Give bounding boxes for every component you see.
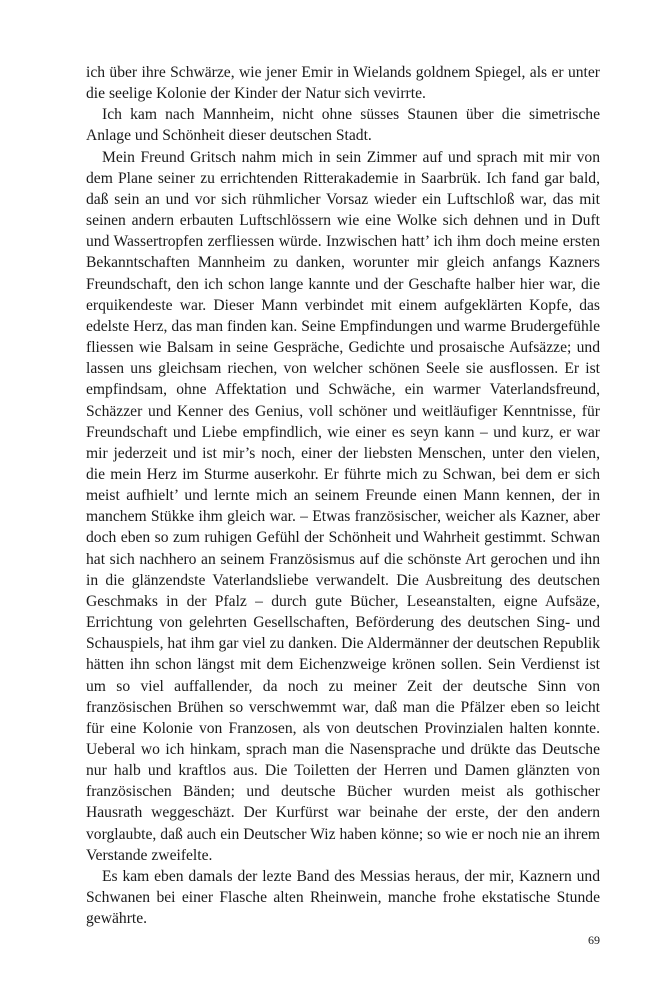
text-block — [86, 62, 600, 929]
paragraph-4: Es kam eben damals der lezte Band des Messias heraus, der mir, Kaznern und Schwanen bei einer Flasche alten Rheinwein, manche frohe ekstatische Stunde gewährte. — [86, 867, 600, 928]
page-number: 69 — [588, 933, 600, 947]
paragraph-2: Ich kam nach Mannheim, nicht ohne süsses Staunen über die simetrische Anlage und Schönheit dieser deutschen Stadt. — [86, 106, 600, 145]
paragraph-3: Mein Freund Gritsch nahm mich in sein Zimmer auf und sprach mit mir von dem Plane seiner zu errichtenden Ritterakademie in Saarbrük. Ich fand gar bald, daß sein an und vor sich rühmlicher Vorsaz wieder ein Luftschloß war, das mit seinen andern erbauten Luftschlössern wie eine Wolke sich dehnen und in Duft und Wassertropfen zerfliessen würde. Inzwischen hatt’ ich ihm doch meine ersten Bekanntschaften Mannheim zu danken, worunter mir gleich anfangs Kazners Freundschaft, den ich schon lange kannte und der Geschafte halber hier war, die erquikendeste war. Dieser Mann verbindet mit einem aufgeklärten Kopfe, das edelste Herz, das man finden kan. Seine Empfindungen und warme Brudergefühle fliessen wie Balsam in seine Gespräche, Gedichte und prosaische Aufsäzze; und lassen uns gleichsam riechen, von welcher schönen Seele sie ausflossen. Er ist empfindsam, ohne Affektation und Schwäche, ein warmer Vaterlandsfreund, Schäzzer und Kenner des Genius, voll schöner und weitläufiger Kenntnisse, für Freundschaft und Liebe empfindlich, wie einer es seyn kann – und kurz, er war mir jederzeit und ist mir’s noch, einer der liebsten Menschen, unter den vielen, die mein Herz im Sturme auserkohr. Er führte mich zu Schwan, bei dem er sich meist aufhielt’ und lernte mich an seinem Freunde einen Mann kennen, der in manchem Stükke ihm gleich war. – Etwas französischer, weicher als Kazner, aber doch eben so zum ruhigen Gefühl der Schönheit und Wahrheit gestimmt. Schwan hat sich nachhero an seinem Französismus auf die schönste Art gerochen und ihn in die glänzendste Vaterlandsliebe verwandelt. Die Ausbreitung des deutschen Geschmaks in der Pfalz – durch gute Bücher, Leseanstalten, eigne Aufsäze, Errichtung von gelehrten Gesellschaften, Beförderung des deutschen Sing- und Schauspiels, hat ihm gar viel zu danken. Die Aldermänner der deutschen Republik hätten ihn schon längst mit dem Eichenzweige krönen sollen. Sein Verdienst ist um so viel auffallender, da noch zu meiner Zeit der deutsche Sinn von französischen Brühen so verschwemmt war, daß man die Pfälzer eben so leicht für eine Kolonie von Franzosen, als von deutschen Provinzialen halten konnte. Ueberal wo ich hinkam, sprach man die Nasensprache und drükte das Deutsche nur halb und kraftlos aus. Die Toiletten der Herren und Damen glänzten von französischen Bänden; und deutsche Bücher wurden meist als gothischer Hausrath weggeschäzt. Der Kurfürst war beinahe der erste, der den andern vorglaubte, daß auch ein Deutscher Wiz haben könne; so wie er noch nie an ihrem Verstande zweifelte. — [86, 148, 601, 864]
paragraph-1: ich über ihre Schwärze, wie jener Emir in Wielands goldnem Spiegel, als er unter die seelige Kolonie der Kinder der Natur sich vevirrte. — [86, 64, 600, 103]
